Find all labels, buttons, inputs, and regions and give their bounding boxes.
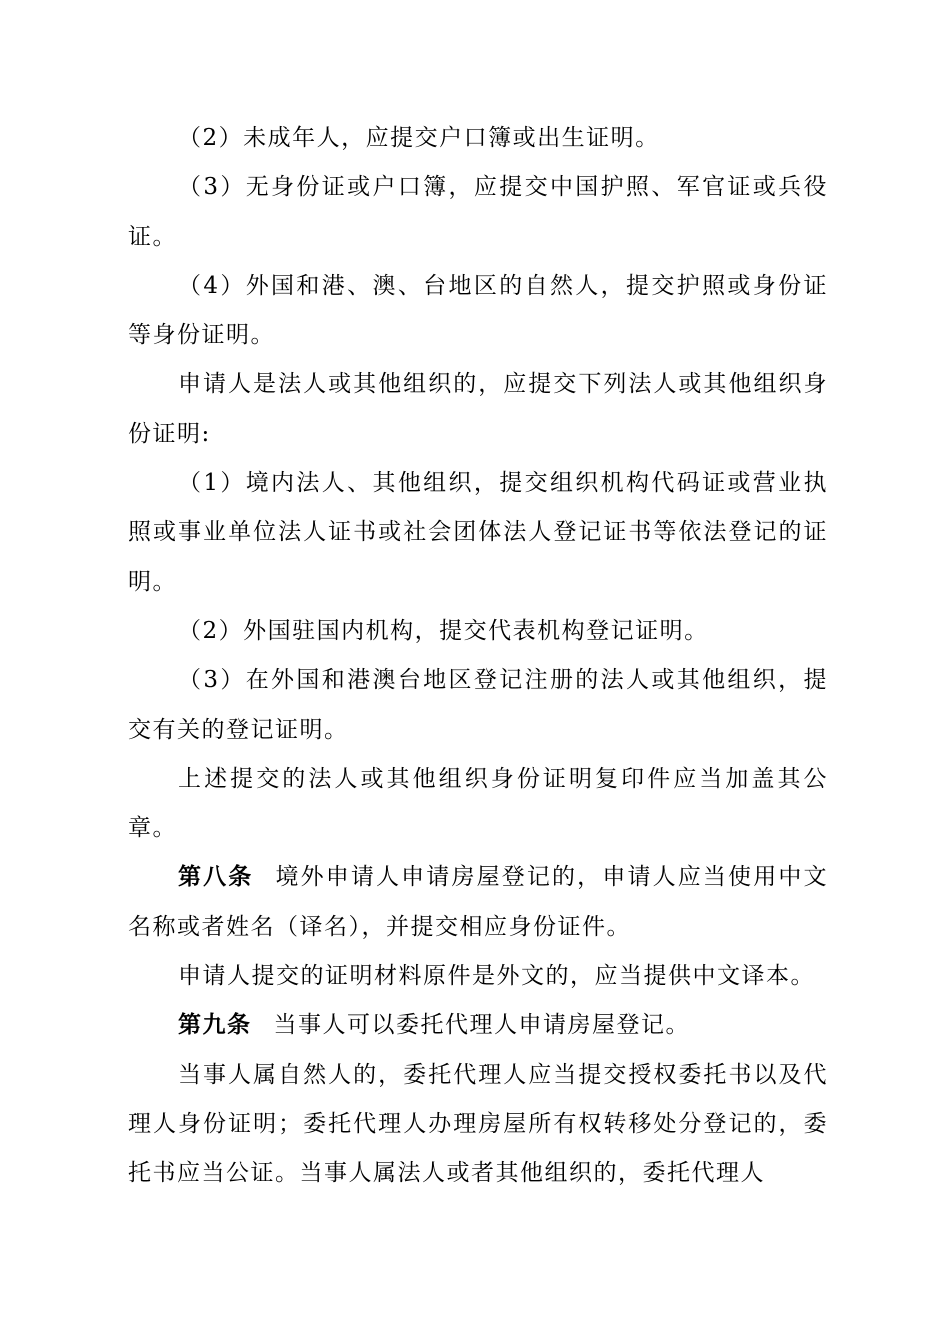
paragraph (128, 114, 828, 163)
paragraph-text: 当事人属自然人的，委托代理人应当提交授权委托书以及代理人身份证明；委托代理人办理房屋所有权转移处分登记的，委托书应当公证。当事人属法人或者其他组织的，委托代理人 (128, 1061, 828, 1187)
document-body (128, 114, 828, 1199)
paragraph-text: （3）无身份证或户口簿，应提交中国护照、军官证或兵役证。 (128, 174, 828, 250)
paragraph-text: 当事人可以委托代理人申请房屋登记。 (273, 1012, 690, 1039)
paragraph (128, 656, 828, 755)
paragraph (128, 755, 828, 854)
paragraph-text: 申请人是法人或其他组织的，应提交下列法人或其他组织身份证明: (128, 371, 828, 447)
paragraph (128, 262, 828, 361)
paragraph-text: （3）在外国和港澳台地区登记注册的法人或其他组织，提交有关的登记证明。 (128, 667, 828, 743)
paragraph (128, 360, 828, 459)
paragraph (128, 163, 828, 262)
paragraph-text: （4）外国和港、澳、台地区的自然人，提交护照或身份证等身份证明。 (128, 272, 828, 349)
paragraph-text: （1）境内法人、其他组织，提交组织机构代码证或营业执照或事业单位法人证书或社会团体法人登记证书等依法登记的证明。 (128, 470, 828, 595)
paragraph-text: （2）外国驻国内机构，提交代表机构登记证明。 (178, 617, 709, 644)
paragraph-text: 境外申请人申请房屋登记的，申请人应当使用中文名称或者姓名（译名），并提交相应身份证件。 (128, 864, 828, 940)
paragraph-text: 申请人提交的证明材料原件是外文的，应当提供中文译本。 (178, 963, 815, 990)
article-heading: 第八条 (178, 864, 254, 891)
article-paragraph (128, 853, 828, 952)
paragraph (128, 952, 828, 1001)
article-paragraph (128, 1001, 828, 1050)
paragraph-text: 上述提交的法人或其他组织身份证明复印件应当加盖其公章。 (128, 765, 828, 842)
paragraph (128, 459, 828, 607)
paragraph (128, 607, 828, 656)
article-heading: 第九条 (178, 1012, 252, 1039)
paragraph-text: （2）未成年人，应提交户口簿或出生证明。 (178, 125, 660, 151)
paragraph (128, 1051, 828, 1199)
